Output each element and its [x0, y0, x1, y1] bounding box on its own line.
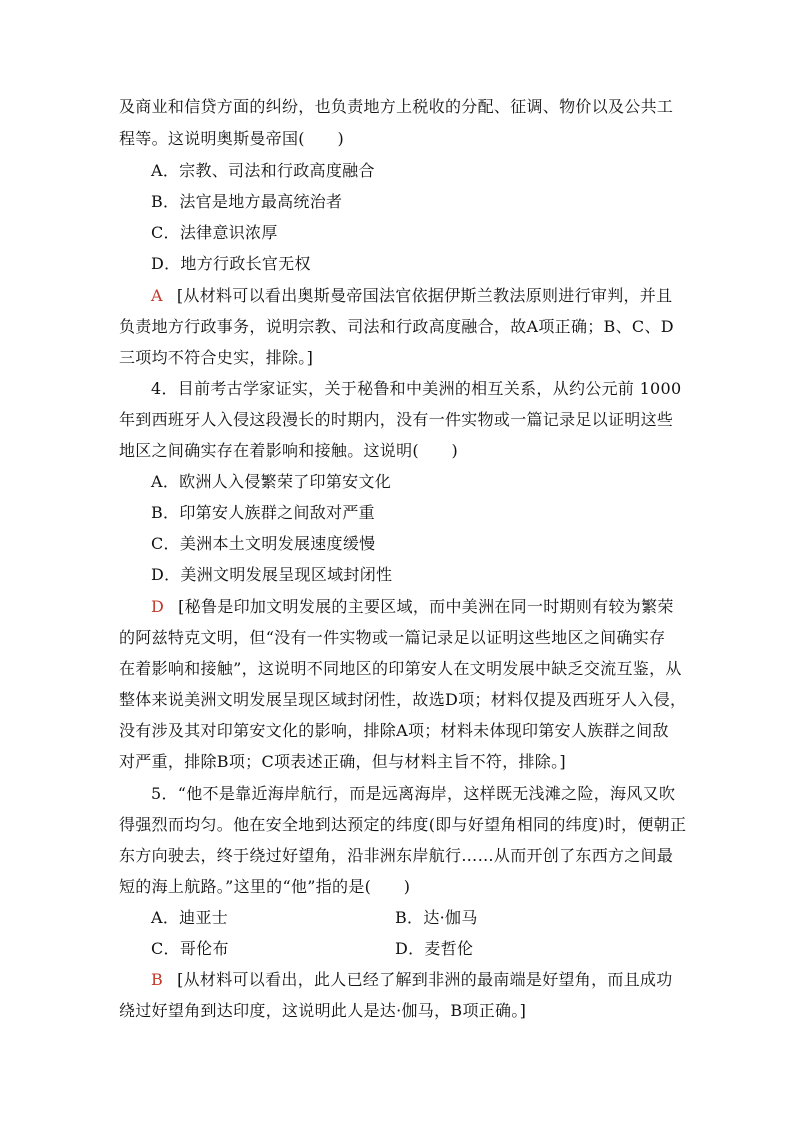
q5-stem-line-2: 得强烈而均匀。他在安全地到达预定的纬度(即与好望角相同的纬度)时，便朝正	[119, 815, 687, 834]
q4-option-a: A．欧洲人入侵繁荣了印第安文化	[151, 472, 392, 491]
q3-option-a: A．宗教、司法和行政高度融合	[151, 161, 375, 180]
q5-option-a: A．迪亚士	[151, 908, 229, 927]
q5-option-d: D．麦哲伦	[395, 939, 474, 958]
q4-explanation-line-6: 对严重，排除B项；C项表述正确，但与材料主旨不符，排除。]	[119, 752, 566, 771]
q4-stem-line-2: 年到西班牙人入侵这段漫长的时期内，没有一件实物或一篇记录足以证明这些	[119, 410, 674, 429]
q5-answer: B	[151, 970, 164, 989]
q5-stem-line-4: 短的海上航路。”这里的“他”指的是( )	[119, 877, 411, 896]
q3-explanation-text-1: [从材料可以看出奥斯曼帝国法官依据伊斯兰教法原则进行审判，并且	[176, 286, 673, 305]
q4-explanation-line-1	[151, 596, 711, 618]
q3-option-b: B．法官是地方最高统治者	[151, 192, 343, 211]
q3-option-c: C．法律意识浓厚	[151, 223, 278, 242]
q4-option-c: C．美洲本土文明发展速度缓慢	[151, 534, 376, 553]
q5-explanation-line-1	[151, 969, 711, 991]
q3-explanation-line-1	[151, 285, 711, 307]
q3-explanation-line-2: 负责地方行政事务，说明宗教、司法和行政高度融合，故A项正确；B、C、D	[119, 317, 674, 336]
q5-explanation-text-1: [从材料可以看出，此人已经了解到非洲的最南端是好望角，而且成功	[177, 970, 673, 989]
q4-explanation-line-2: 的阿兹特克文明，但“没有一件实物或一篇记录足以证明这些地区之间确实存	[119, 628, 666, 647]
q3-explanation-line-3: 三项均不符合史实，排除。]	[119, 348, 314, 367]
q5-option-c: C．哥伦布	[151, 939, 229, 958]
q4-option-b: B．印第安人族群之间敌对严重	[151, 503, 375, 522]
q4-explanation-line-4: 整体来说美洲文明发展呈现区域封闭性，故选D项；材料仅提及西班牙人入侵，	[119, 690, 687, 709]
q4-stem-line-3: 地区之间确实存在着影响和接触。这说明( )	[119, 441, 459, 460]
q5-option-b: B．达·伽马	[395, 908, 478, 927]
q3-stem-line-1: 及商业和信贷方面的纠纷，也负责地方上税收的分配、征调、物价以及公共工	[119, 97, 674, 116]
q3-stem-line-2: 程等。这说明奥斯曼帝国( )	[119, 129, 344, 148]
q4-explanation-text-1: [秘鲁是印加文明发展的主要区域，而中美洲在同一时期则有较为繁荣	[178, 597, 674, 616]
q4-stem-line-1: 4．目前考古学家证实，关于秘鲁和中美洲的相互关系，从约公元前 1000	[151, 379, 682, 398]
q3-answer: A	[151, 286, 163, 305]
q3-option-d: D．地方行政长官无权	[151, 254, 311, 273]
q5-stem-line-1: 5．“他不是靠近海岸航行，而是远离海岸，这样既无浅滩之险，海风又吹	[151, 784, 676, 803]
q4-explanation-line-5: 没有涉及其对印第安文化的影响，排除A项；材料未体现印第安人族群之间敌	[119, 721, 669, 740]
q4-answer: D	[151, 597, 165, 616]
q4-option-d: D．美洲文明发展呈现区域封闭性	[151, 565, 393, 584]
q4-explanation-line-3: 在着影响和接触”，这说明不同地区的印第安人在文明发展中缺乏交流互鉴，从	[119, 659, 682, 678]
q5-explanation-line-2: 绕过好望角到达印度，这说明此人是达·伽马，B项正确。]	[119, 1001, 527, 1020]
q5-stem-line-3: 东方向驶去，终于绕过好望角，沿非洲东岸航行……从而开创了东西方之间最	[119, 846, 674, 865]
